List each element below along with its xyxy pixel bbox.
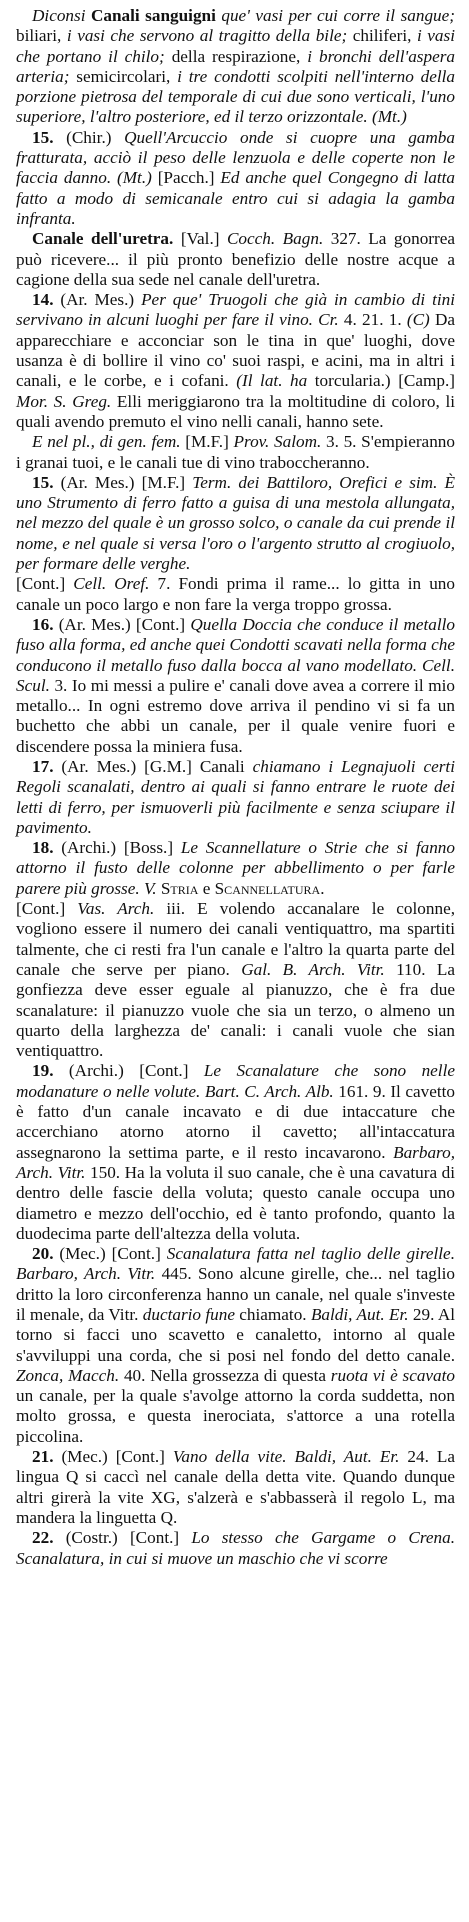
entry-number: Canale dell'uretra.	[32, 229, 174, 249]
entry-text: (Archi.) [Cont.]	[53, 1061, 204, 1081]
entry-number: Canali sanguigni	[90, 6, 216, 25]
italic-text: Lo stesso che Gargame o Crena. Scanalatura, in cui si muove un maschio che vi scorre	[16, 1528, 455, 1568]
dictionary-entry	[16, 432, 455, 473]
entry-text: (Mec.) [Cont.]	[53, 1244, 167, 1264]
italic-text: Per que' Truogoli che già in cambio di tini servivano in alcuni luoghi per fare il vino. Cr.	[16, 290, 455, 330]
italic-text: i vasi che portano il chilo;	[16, 26, 455, 66]
italic-text: Scanalatura fatta nel taglio delle girelle. Barbaro, Arch. Vitr.	[16, 1244, 455, 1284]
entry-text: (Costr.) [Cont.]	[53, 1528, 192, 1548]
entry-number: 18.	[32, 838, 54, 858]
italic-text: i bronchi dell'aspera arteria;	[16, 46, 455, 86]
dictionary-entry	[16, 574, 455, 615]
entry-text: 7. Fondi prima il rame... lo gitta in uno canale un poco largo e non fare la verga troppo grossa.	[16, 574, 455, 614]
italic-text: (Il lat. ha	[236, 371, 308, 391]
entry-text: torcularia.) [Camp.]	[307, 371, 455, 391]
entry-text: [Val.]	[173, 229, 227, 249]
italic-text: Gal. B. Arch. Vitr.	[241, 959, 385, 979]
italic-text: ductario fune	[142, 1305, 235, 1324]
entry-text: 40. Nella grossezza di questa	[119, 1365, 331, 1385]
italic-text: ruota vi è scavato	[330, 1365, 456, 1385]
entry-text: 150. Ha la voluta il suo canale, che è una cavatura di dentro delle fascie della voluta; questo canale occupa uno diametro e mezzo dell'occhio, ed è tanto profondo, quanto la duodecima parte dell'altezza della voluta.	[16, 1162, 455, 1243]
entry-text: 29. Al torno si facci uno scavetto e canaletto, intorno al quale s'avviluppi una corda, che si posi nel fondo del detto canale.	[16, 1305, 456, 1365]
entry-number: 19.	[32, 1061, 54, 1081]
italic-text: chiamano i Legnajuoli certi Regoli scanalati, dentro ai quali si fanno entrare le ruote dei letti di ferro, per ismuoverli più facilmente e senza sciupare il pavimento.	[16, 756, 455, 837]
entry-text: [Pacch.]	[151, 168, 221, 188]
entry-number: 17.	[32, 756, 54, 776]
entry-number: 16.	[32, 614, 54, 634]
italic-text: i tre condotti scolpiti nell'interno della porzione pietrosa del temporale di cui due sono verticali, l'uno superiore, l'altro posteriore, ed il terzo orizzontale. (Mt.)	[16, 66, 455, 127]
dictionary-entry	[16, 1244, 455, 1447]
text-column	[16, 6, 455, 1569]
italic-text: Barbaro, Arch. Vitr.	[16, 1142, 455, 1182]
entry-text: (Mec.) [Cont.]	[53, 1447, 173, 1467]
entry-text: della respirazione,	[164, 46, 308, 66]
entry-text: iii. E volendo accanalare le colonne, vogliono essere il numero dei canali ventiquattro, ma spartiti talmente, che ci resti fra l'un canale e l'altro la quarta parte del canale che serve per piano.	[16, 899, 455, 979]
entry-text: chiamato.	[234, 1305, 311, 1324]
entry-text: 445. Sono alcune girelle, che... nel taglio dritto la loro circonferenza hanno un canale, nel quale s'investe il menale, da Vitr.	[16, 1264, 455, 1324]
italic-text: Baldi, Aut. Er.	[310, 1305, 409, 1324]
entry-text: (Chir.)	[53, 127, 125, 147]
italic-text: Cocch. Bagn.	[226, 229, 324, 249]
italic-text: Vas. Arch.	[77, 899, 155, 919]
entry-text: Scannellatura	[214, 878, 321, 898]
dictionary-entry	[16, 615, 455, 757]
entry-text: [Cont.]	[16, 574, 74, 594]
dictionary-entry	[16, 1528, 455, 1569]
italic-text: Quell'Arcuccio onde si cuopre una gamba fratturata, acciò il peso delle lenzuola e delle coperte non le faccia danno. (Mt.)	[16, 127, 455, 188]
dictionary-entry	[16, 473, 455, 574]
dictionary-entry	[16, 229, 455, 290]
italic-text: Cell. Oref.	[73, 574, 150, 594]
entry-text: (Ar. Mes.)	[53, 290, 142, 310]
entry-text: Da apparecchiare e acconciar son le tina in que' luoghi, dove usanza è di bollire il vino co' suoi raspi, e acini, ma in altri i canali, e le corbe, e i cofani.	[16, 310, 456, 391]
entry-text: semicircolari,	[69, 66, 178, 86]
entry-text: biliari,	[16, 26, 67, 46]
entry-text: (Ar. Mes.) [Cont.]	[53, 614, 191, 634]
entry-text: (Archi.) [Boss.]	[53, 838, 181, 858]
italic-text: (C)	[406, 310, 430, 330]
entry-text: Elli meriggiarono tra la moltitudine di coloro, li quali avendo premuto el vino nelli canali, hanno sete.	[16, 391, 455, 431]
italic-text: que' vasi per cui corre il sangue;	[215, 6, 455, 25]
entry-text: 327. La gonorrea può ricevere... il più pronto benefizio delle nostre acque a cagione della sua sede nel canale dell'uretra.	[16, 229, 456, 289]
entry-number: 21.	[32, 1447, 54, 1467]
dictionary-entry	[16, 6, 455, 128]
entry-text: .	[320, 878, 325, 898]
dictionary-entry	[16, 128, 455, 229]
dictionary-entry	[16, 838, 455, 899]
italic-text: Le Scannellature o Strie che si fanno attorno il fusto delle colonne per abbellimento o per farle parere più grosse. V.	[16, 838, 455, 898]
dictionary-entry	[16, 290, 455, 432]
entry-text: 24. La lingua Q si caccì nel canale della detta vite. Quando dunque altri girerà la vite XG, s'alzerà e s'abbasserà il regolo L, ma mandera la linguetta Q.	[16, 1447, 455, 1527]
dictionary-entry	[16, 1061, 455, 1244]
italic-text: i vasi che servono al tragitto della bile;	[66, 26, 348, 46]
italic-text: Quella Doccia che conduce il metallo fuso alla forma, ed anche quei Condotti scavati nella forma che conducono il metallo fuso dalla bocca al vano modellato. Cell. Scul.	[16, 614, 455, 695]
entry-text: (Ar. Mes.) [M.F.]	[53, 472, 193, 492]
italic-text: E nel pl., di gen. fem.	[32, 432, 181, 452]
dictionary-entry	[16, 757, 455, 838]
italic-text: Term. dei Battiloro, Orefici e sim. È uno Strumento di ferro fatto a guisa di una mestola allungata, nel mezzo del quale è un grosso solco, o canale da cui prende il nome, e nel quale si versa l'oro o l'argento strutto al crogiuolo, per formare delle verghe.	[16, 472, 455, 574]
italic-text: Le Scanalature che sono nelle modanature o nelle volute. Bart. C. Arch. Alb.	[16, 1061, 455, 1101]
italic-text: Ed anche quel Congegno di latta fatto a modo di semicanale entro cui si adagia la gamba infranta.	[16, 168, 455, 228]
entry-text: e	[198, 878, 215, 898]
entry-text: Stria	[156, 878, 199, 898]
italic-text: Mor. S. Greg.	[16, 391, 112, 411]
entry-text: chiliferi,	[347, 26, 417, 46]
entry-number: 15.	[32, 127, 54, 147]
italic-text: Diconsi	[32, 6, 91, 25]
italic-text: Vano della vite. Baldi, Aut. Er.	[172, 1447, 400, 1467]
entry-text: 161. 9. Il cavetto è fatto d'un canale incavato e di due intaccature che accerchiano atorno atorno il cavetto; all'intaccatura assegnarono la settima parte, e il resto incavarono.	[16, 1081, 455, 1162]
entry-number: 22.	[32, 1528, 54, 1548]
entry-text: 110. La gonfiezza deve esser eguale al pianuzzo, che è fra due scanalature: il pianuzzo vuole che sia un terzo, o almeno un quarto della larghezza de' canali: i canali vuole che sian ventiquattro.	[16, 959, 456, 1061]
dictionary-entry	[16, 899, 455, 1061]
entry-text: [M.F.]	[180, 432, 234, 452]
italic-text: Prov. Salom.	[233, 432, 322, 452]
entry-text: [Cont.]	[16, 899, 78, 919]
entry-text: (Ar. Mes.) [G.M.] Canali	[53, 756, 253, 776]
entry-text: 3. Io mi messi a pulire e' canali dove avea a correre il mio metallo... In ogni estremo dove arriva il pendino vi si fa un buchetto che abbi un canale, per il quale venire fuori e discendere possa la miniera fusa.	[16, 675, 455, 756]
entry-number: 15.	[32, 472, 54, 492]
entry-text: 4. 21. 1.	[338, 310, 407, 330]
dictionary-entry	[16, 1447, 455, 1528]
entry-text: un canale, per la quale s'avolge attorno la corda suddetta, non molto grossa, e questa inerociata, s'attorce a una rotella piccolina.	[16, 1386, 455, 1446]
entry-number: 14.	[32, 290, 54, 310]
entry-text: 3. 5. S'empieranno i granai tuoi, e le canali tue di vino traboccheranno.	[16, 432, 455, 472]
italic-text: Zonca, Macch.	[16, 1365, 120, 1385]
entry-number: 20.	[32, 1244, 54, 1264]
